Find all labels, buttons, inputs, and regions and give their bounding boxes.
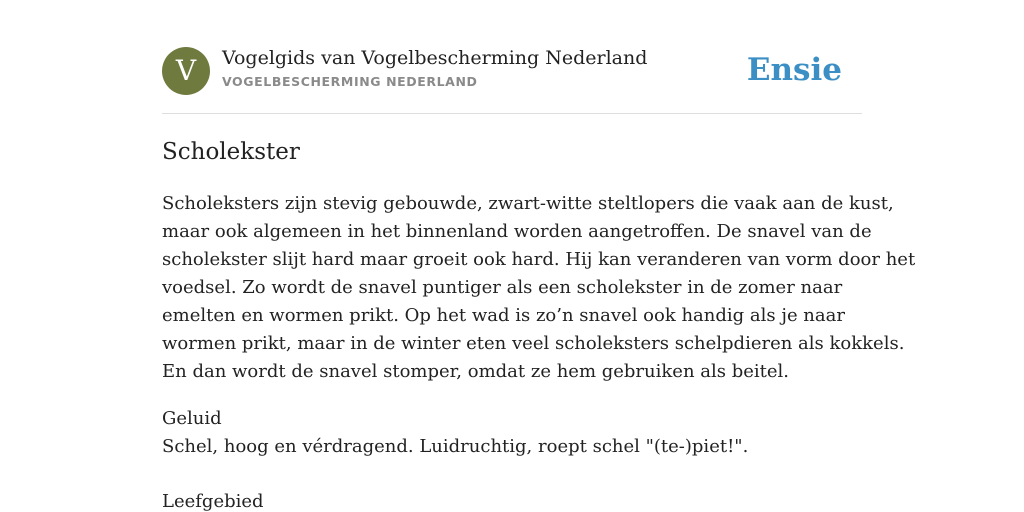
sound-section xyxy=(162,405,862,461)
source-avatar[interactable]: V xyxy=(162,47,210,95)
habitat-heading: Leefgebied xyxy=(162,491,264,512)
paragraph-spacer xyxy=(162,386,862,405)
description-paragraph xyxy=(162,190,916,386)
header-divider xyxy=(162,113,862,114)
description-line: scholekster slijt hard maar groeit ook hard. Hij kan veranderen van vorm door het xyxy=(162,249,916,270)
ensie-logo-link[interactable]: Ensie xyxy=(746,52,842,88)
description-line: voedsel. Zo wordt de snavel puntiger als een scholekster in de zomer naar xyxy=(162,277,843,298)
habitat-section xyxy=(162,488,862,512)
description-line: maar ook algemeen in het binnenland worden aangetroffen. De snavel van de xyxy=(162,221,872,242)
source-header xyxy=(162,44,862,114)
sound-heading: Geluid xyxy=(162,408,222,429)
description-line: wormen prikt, maar in de winter eten veel scholeksters schelpdieren als kokkels. xyxy=(162,333,905,354)
description-line: emelten en wormen prikt. Op het wad is zo’n snavel ook handig als je naar xyxy=(162,305,845,326)
sound-text: Schel, hoog en vérdragend. Luidruchtig, roept schel "(te-)piet!". xyxy=(162,436,749,457)
source-title[interactable]: Vogelgids van Vogelbescherming Nederland xyxy=(222,47,648,69)
description-line: En dan wordt de snavel stomper, omdat ze hem gebruiken als beitel. xyxy=(162,361,790,382)
section-spacer xyxy=(162,461,862,488)
description-line: Scholeksters zijn stevig gebouwde, zwart-witte steltlopers die vaak aan de kust, xyxy=(162,193,894,214)
source-subtitle[interactable]: VOGELBESCHERMING NEDERLAND xyxy=(222,74,478,89)
article-title: Scholekster xyxy=(162,139,300,165)
article-body xyxy=(162,190,916,512)
